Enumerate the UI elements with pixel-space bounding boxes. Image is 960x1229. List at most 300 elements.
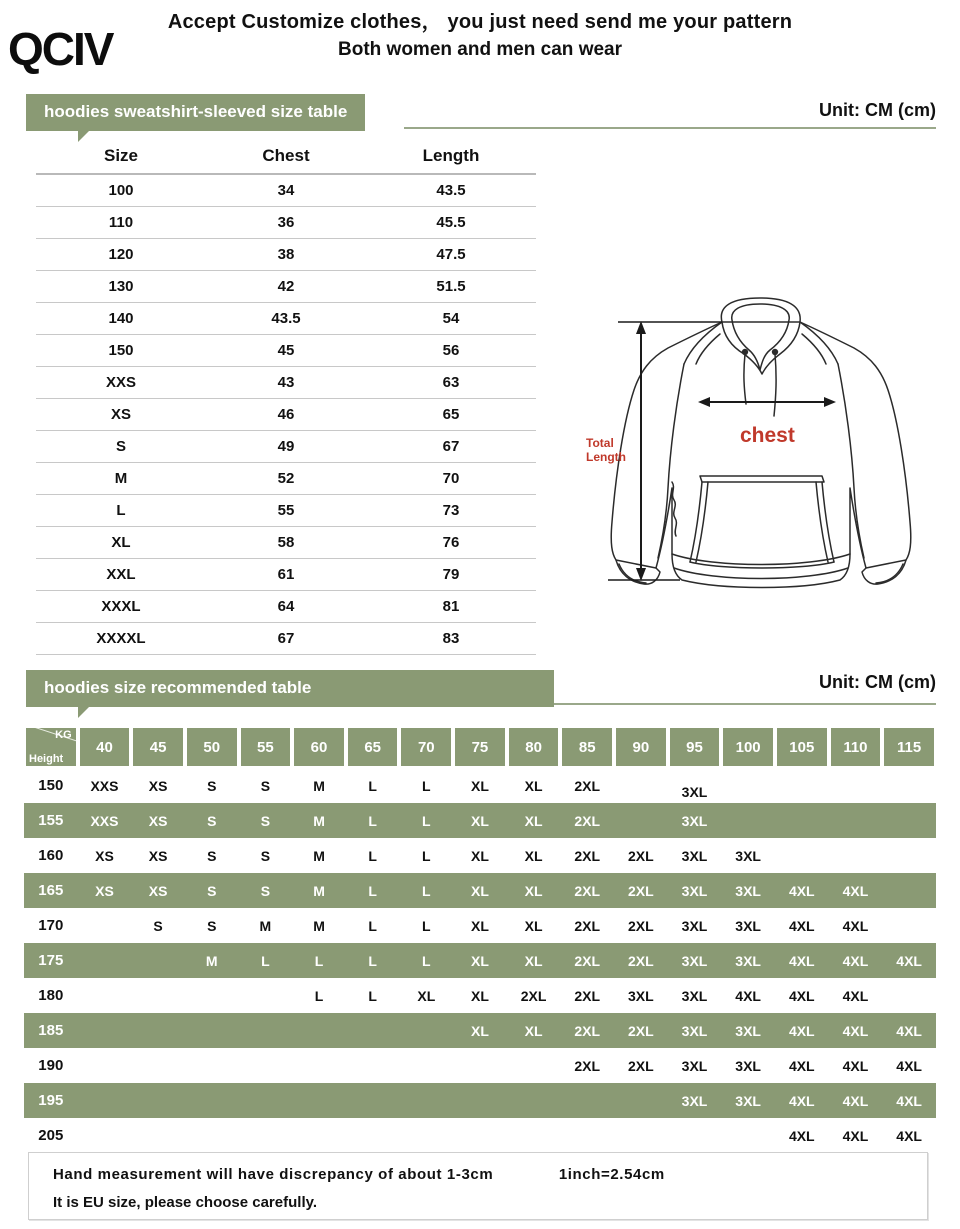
recommendation-cell — [346, 943, 400, 978]
recommendation-cell — [185, 1083, 239, 1118]
recommendation-cell — [775, 1048, 829, 1083]
hoodie-diagram — [572, 292, 948, 614]
recommendation-cell — [614, 838, 668, 873]
weight-column-header: 85 — [560, 726, 614, 768]
table-row — [36, 271, 536, 303]
recommendation-cell — [239, 838, 293, 873]
size-table-body — [36, 174, 536, 655]
section1-banner-wrap — [26, 94, 365, 131]
size-cell: L — [36, 495, 206, 527]
size-value: 2XL — [574, 777, 601, 794]
size-value: S — [207, 847, 217, 864]
recommendation-cell — [560, 1048, 614, 1083]
size-value: 4XL — [842, 1092, 869, 1109]
size-cell: XXL — [36, 559, 206, 591]
size-value: M — [313, 812, 325, 829]
recommendation-cell — [239, 1118, 293, 1153]
recommendation-cell — [346, 803, 400, 838]
total-length-label-line1: Total — [586, 436, 614, 450]
note-line-1 — [53, 1166, 665, 1183]
size-value: M — [205, 952, 218, 969]
length-cell: 63 — [366, 367, 536, 399]
chest-cell: 55 — [206, 495, 366, 527]
chest-cell: 52 — [206, 463, 366, 495]
size-value: S — [207, 812, 217, 829]
chest-measure-arrow — [698, 397, 836, 407]
recommendation-cell — [292, 978, 346, 1013]
corner-kg-label: KG — [55, 729, 72, 741]
section1-underline — [404, 127, 936, 129]
height-cell: 150 — [24, 768, 78, 803]
recommendation-cell — [507, 978, 561, 1013]
brand-logo: QCIV — [8, 23, 113, 75]
recommendation-cell — [668, 943, 722, 978]
size-value: XL — [417, 987, 436, 1004]
table-row — [36, 239, 536, 271]
table-row — [36, 431, 536, 463]
recommendation-cell — [292, 1013, 346, 1048]
recommendation-cell — [829, 873, 883, 908]
recommendation-cell — [721, 768, 775, 803]
recommendation-cell — [882, 873, 936, 908]
size-value: XL — [471, 987, 489, 1004]
length-cell: 51.5 — [366, 271, 536, 303]
recommendation-cell — [668, 908, 722, 943]
size-value: 3XL — [681, 917, 708, 934]
recommendation-cell — [614, 873, 668, 908]
size-value: XL — [471, 847, 489, 864]
size-value: 4XL — [842, 917, 869, 934]
recommendation-row — [24, 1013, 936, 1048]
recommendation-cell — [721, 873, 775, 908]
recommendation-cell — [185, 978, 239, 1013]
recommendation-cell — [131, 1083, 185, 1118]
recommendation-cell — [131, 908, 185, 943]
recommendation-cell — [453, 1083, 507, 1118]
weight-column-header: 55 — [239, 726, 293, 768]
size-value: M — [313, 882, 325, 899]
recommendation-cell — [453, 768, 507, 803]
size-value: XL — [471, 1022, 489, 1039]
size-value: 4XL — [842, 882, 869, 899]
recommendation-cell — [668, 1083, 722, 1118]
size-value: 3XL — [681, 847, 708, 864]
size-value: 2XL — [628, 1057, 654, 1074]
recommendation-cell — [239, 1013, 293, 1048]
size-value: 4XL — [788, 917, 815, 934]
size-value: 4XL — [896, 952, 922, 969]
recommendation-cell — [882, 838, 936, 873]
size-value: XL — [524, 917, 543, 934]
size-value: 2XL — [574, 952, 601, 969]
recommendation-cell — [131, 1118, 185, 1153]
size-value: 3XL — [735, 847, 761, 864]
height-cell: 155 — [24, 803, 78, 838]
recommendation-cell — [775, 838, 829, 873]
recommendation-cell — [668, 768, 722, 803]
recommendation-cell — [399, 908, 453, 943]
length-cell: 65 — [366, 399, 536, 431]
recommendation-cell — [78, 1013, 132, 1048]
recommendation-cell — [453, 908, 507, 943]
size-value: L — [422, 847, 431, 864]
weight-column-header: 90 — [614, 726, 668, 768]
recommendation-cell — [78, 1048, 132, 1083]
table-row — [36, 335, 536, 367]
size-value: XXS — [90, 777, 119, 794]
hoodie-illustration-svg — [572, 292, 948, 614]
recommendation-cell — [239, 943, 293, 978]
section2-banner-label: hoodies size recommended table — [44, 678, 312, 697]
size-cell: S — [36, 431, 206, 463]
size-value: L — [422, 882, 431, 899]
table-row — [36, 591, 536, 623]
recommendation-cell — [453, 873, 507, 908]
recommendation-cell — [668, 1118, 722, 1153]
recommendation-cell — [185, 768, 239, 803]
size-table-col-chest: Chest — [206, 142, 366, 174]
section1-banner — [26, 94, 365, 131]
recommendation-cell — [614, 1083, 668, 1118]
recommendation-row — [24, 838, 936, 873]
height-cell: 180 — [24, 978, 78, 1013]
weight-column-header: 105 — [775, 726, 829, 768]
recommendation-cell — [399, 1083, 453, 1118]
recommendation-cell — [185, 838, 239, 873]
chest-cell: 38 — [206, 239, 366, 271]
recommendation-cell — [78, 768, 132, 803]
length-cell: 54 — [366, 303, 536, 335]
recommended-table-body — [24, 768, 936, 1153]
recommendation-cell — [775, 1013, 829, 1048]
size-value: 3XL — [681, 1057, 708, 1074]
size-value: 3XL — [735, 917, 761, 934]
weight-column-header: 65 — [346, 726, 400, 768]
recommendation-cell — [78, 1083, 132, 1118]
size-value: 4XL — [788, 987, 815, 1004]
size-value: XL — [471, 812, 489, 829]
size-value: 4XL — [788, 882, 815, 899]
recommendation-cell — [882, 1083, 936, 1118]
recommendation-row — [24, 873, 936, 908]
recommendation-cell — [507, 873, 561, 908]
chest-cell: 58 — [206, 527, 366, 559]
recommendation-cell — [399, 768, 453, 803]
chest-cell: 67 — [206, 623, 366, 655]
height-cell: 170 — [24, 908, 78, 943]
recommendation-row — [24, 768, 936, 803]
recommendation-cell — [721, 1118, 775, 1153]
size-value: 3XL — [628, 987, 654, 1004]
chest-cell: 42 — [206, 271, 366, 303]
recommendation-cell — [239, 978, 293, 1013]
recommendation-cell — [721, 1083, 775, 1118]
recommendation-cell — [882, 1013, 936, 1048]
recommendation-cell — [346, 768, 400, 803]
size-value: 2XL — [574, 812, 601, 829]
weight-column-header: 95 — [668, 726, 722, 768]
size-cell: XXS — [36, 367, 206, 399]
size-value: L — [314, 987, 324, 1004]
size-value: XS — [148, 882, 168, 899]
size-value: 3XL — [681, 987, 708, 1004]
recommendation-cell — [560, 908, 614, 943]
chest-cell: 34 — [206, 174, 366, 207]
recommendation-cell — [292, 803, 346, 838]
size-value: 3XL — [681, 1022, 708, 1039]
table-row — [36, 495, 536, 527]
size-value: M — [313, 847, 325, 864]
size-value: 3XL — [735, 1092, 761, 1109]
recommendation-cell — [185, 943, 239, 978]
size-value: S — [260, 777, 271, 794]
length-cell: 45.5 — [366, 207, 536, 239]
recommendation-cell — [882, 908, 936, 943]
recommendation-cell — [829, 1048, 883, 1083]
recommendation-cell — [346, 908, 400, 943]
recommendation-cell — [721, 978, 775, 1013]
recommendation-cell — [829, 1118, 883, 1153]
height-cell: 190 — [24, 1048, 78, 1083]
recommendation-cell — [292, 873, 346, 908]
table-row — [36, 527, 536, 559]
size-value: S — [207, 917, 217, 934]
promo-headline — [0, 8, 960, 64]
recommendation-cell — [292, 1118, 346, 1153]
size-value: 2XL — [628, 1022, 654, 1039]
promo-headline-line-1: Accept Customize clothes， you just need send me your pattern — [167, 11, 793, 33]
size-value: XL — [524, 952, 543, 969]
weight-column-header: 45 — [131, 726, 185, 768]
section1-unit-label: Unit: CM (cm) — [819, 100, 936, 120]
size-value: 2XL — [628, 952, 654, 969]
size-value: XS — [95, 882, 114, 899]
recommended-table-header-row — [24, 726, 936, 768]
size-value: XL — [524, 847, 543, 864]
recommendation-cell — [882, 1118, 936, 1153]
table-row — [36, 559, 536, 591]
size-value: L — [261, 952, 270, 969]
table-row — [36, 303, 536, 335]
size-value: 4XL — [896, 1092, 922, 1109]
size-table — [36, 142, 536, 655]
recommendation-cell — [239, 1083, 293, 1118]
recommendation-cell — [507, 803, 561, 838]
size-value: 2XL — [574, 1022, 601, 1039]
size-value: 3XL — [735, 1022, 761, 1039]
recommendation-cell — [560, 1118, 614, 1153]
recommendation-cell — [668, 1048, 722, 1083]
size-value: L — [368, 882, 377, 899]
length-cell: 70 — [366, 463, 536, 495]
recommended-table-corner-cell — [24, 726, 78, 768]
recommendation-cell — [614, 803, 668, 838]
size-value: 2XL — [520, 987, 547, 1004]
chest-cell: 46 — [206, 399, 366, 431]
size-table-header-row — [36, 142, 536, 174]
size-value: 3XL — [681, 783, 708, 800]
size-value: XS — [148, 812, 168, 829]
size-value: 3XL — [735, 882, 761, 899]
size-cell: XL — [36, 527, 206, 559]
size-value: XL — [524, 882, 543, 899]
weight-column-header: 40 — [78, 726, 132, 768]
recommendation-cell — [78, 873, 132, 908]
size-value: 4XL — [842, 1057, 869, 1074]
length-cell: 81 — [366, 591, 536, 623]
banner-tail-icon-2 — [78, 707, 89, 718]
recommendation-cell — [668, 873, 722, 908]
size-value: XS — [148, 847, 168, 864]
section2-unit-label: Unit: CM (cm) — [819, 672, 936, 692]
recommendation-cell — [829, 978, 883, 1013]
recommendation-cell — [346, 838, 400, 873]
size-cell: 130 — [36, 271, 206, 303]
recommendation-cell — [668, 838, 722, 873]
recommendation-cell — [185, 1118, 239, 1153]
size-value: L — [368, 987, 377, 1004]
section1-banner-label: hoodies sweatshirt-sleeved size table — [44, 102, 348, 121]
section2-banner-wrap — [26, 670, 554, 707]
recommendation-cell — [882, 803, 936, 838]
recommendation-cell — [346, 1118, 400, 1153]
recommendation-cell — [829, 803, 883, 838]
weight-column-header: 115 — [882, 726, 936, 768]
size-value: 2XL — [574, 847, 601, 864]
recommendation-cell — [453, 838, 507, 873]
recommendation-cell — [829, 943, 883, 978]
size-value: 4XL — [842, 1127, 869, 1144]
size-value: 4XL — [788, 1127, 815, 1144]
recommendation-cell — [78, 1118, 132, 1153]
size-cell: XXXL — [36, 591, 206, 623]
recommendation-cell — [239, 768, 293, 803]
recommendation-cell — [668, 803, 722, 838]
size-value: M — [259, 917, 272, 934]
table-row — [36, 367, 536, 399]
size-value: 3XL — [681, 812, 708, 829]
table-row — [36, 463, 536, 495]
recommendation-cell — [453, 978, 507, 1013]
size-cell: XS — [36, 399, 206, 431]
size-table-col-length: Length — [366, 142, 536, 174]
recommendation-row — [24, 908, 936, 943]
weight-column-header: 80 — [507, 726, 561, 768]
recommendation-cell — [829, 768, 883, 803]
size-value: L — [368, 777, 377, 794]
chest-cell: 64 — [206, 591, 366, 623]
size-cell: 110 — [36, 207, 206, 239]
recommendation-cell — [775, 768, 829, 803]
weight-column-header: 70 — [399, 726, 453, 768]
height-cell: 175 — [24, 943, 78, 978]
total-length-label-line2: Length — [586, 450, 626, 464]
note-inch-conversion: 1inch=2.54cm — [558, 1166, 665, 1183]
length-cell: 47.5 — [366, 239, 536, 271]
size-value: XL — [524, 1022, 543, 1039]
recommendation-cell — [614, 943, 668, 978]
chest-cell: 49 — [206, 431, 366, 463]
size-value: S — [260, 812, 271, 829]
recommendation-cell — [775, 873, 829, 908]
corner-height-label: Height — [29, 753, 64, 765]
recommendation-cell — [668, 978, 722, 1013]
size-cell: 100 — [36, 174, 206, 207]
recommendation-cell — [721, 838, 775, 873]
size-value: 4XL — [788, 1092, 815, 1109]
recommendation-cell — [775, 943, 829, 978]
recommendation-cell — [185, 803, 239, 838]
recommendation-cell — [775, 1083, 829, 1118]
chest-cell: 61 — [206, 559, 366, 591]
recommendation-cell — [829, 908, 883, 943]
length-cell: 73 — [366, 495, 536, 527]
recommendation-cell — [185, 908, 239, 943]
recommendation-cell — [346, 1048, 400, 1083]
size-value: 4XL — [842, 1022, 869, 1039]
recommendation-cell — [346, 1083, 400, 1118]
size-value: XS — [148, 777, 168, 794]
size-value: 4XL — [735, 987, 761, 1004]
recommendation-cell — [507, 943, 561, 978]
height-cell: 195 — [24, 1083, 78, 1118]
recommendation-cell — [399, 803, 453, 838]
size-value: L — [368, 952, 377, 969]
recommendation-cell — [507, 1013, 561, 1048]
recommendation-cell — [399, 1118, 453, 1153]
recommendation-cell — [131, 1013, 185, 1048]
size-value: S — [207, 777, 217, 794]
length-cell: 76 — [366, 527, 536, 559]
recommendation-cell — [829, 838, 883, 873]
size-value: 4XL — [788, 952, 815, 969]
height-cell: 165 — [24, 873, 78, 908]
recommendation-cell — [882, 768, 936, 803]
recommendation-cell — [829, 1013, 883, 1048]
recommendation-cell — [721, 803, 775, 838]
recommendation-cell — [882, 1048, 936, 1083]
recommendation-cell — [453, 1118, 507, 1153]
recommendation-cell — [721, 1048, 775, 1083]
size-value: 4XL — [896, 1022, 922, 1039]
size-value: S — [260, 847, 271, 864]
chest-cell: 45 — [206, 335, 366, 367]
size-value: 4XL — [896, 1127, 922, 1144]
size-value: XL — [471, 952, 489, 969]
recommendation-cell — [614, 978, 668, 1013]
recommendation-cell — [614, 1013, 668, 1048]
size-value: 4XL — [788, 1057, 815, 1074]
recommendation-cell — [78, 838, 132, 873]
length-cell: 56 — [366, 335, 536, 367]
recommendation-cell — [560, 873, 614, 908]
size-value: L — [368, 812, 377, 829]
length-cell: 67 — [366, 431, 536, 463]
size-value: 2XL — [628, 917, 654, 934]
recommendation-cell — [453, 943, 507, 978]
size-value: S — [260, 882, 271, 899]
size-value: S — [207, 882, 217, 899]
weight-column-header: 50 — [185, 726, 239, 768]
recommendation-cell — [882, 943, 936, 978]
weight-column-header: 75 — [453, 726, 507, 768]
size-value: M — [313, 917, 325, 934]
recommendation-cell — [399, 838, 453, 873]
recommendation-cell — [560, 803, 614, 838]
recommendation-cell — [507, 838, 561, 873]
size-value: XL — [471, 917, 489, 934]
table-row — [36, 399, 536, 431]
